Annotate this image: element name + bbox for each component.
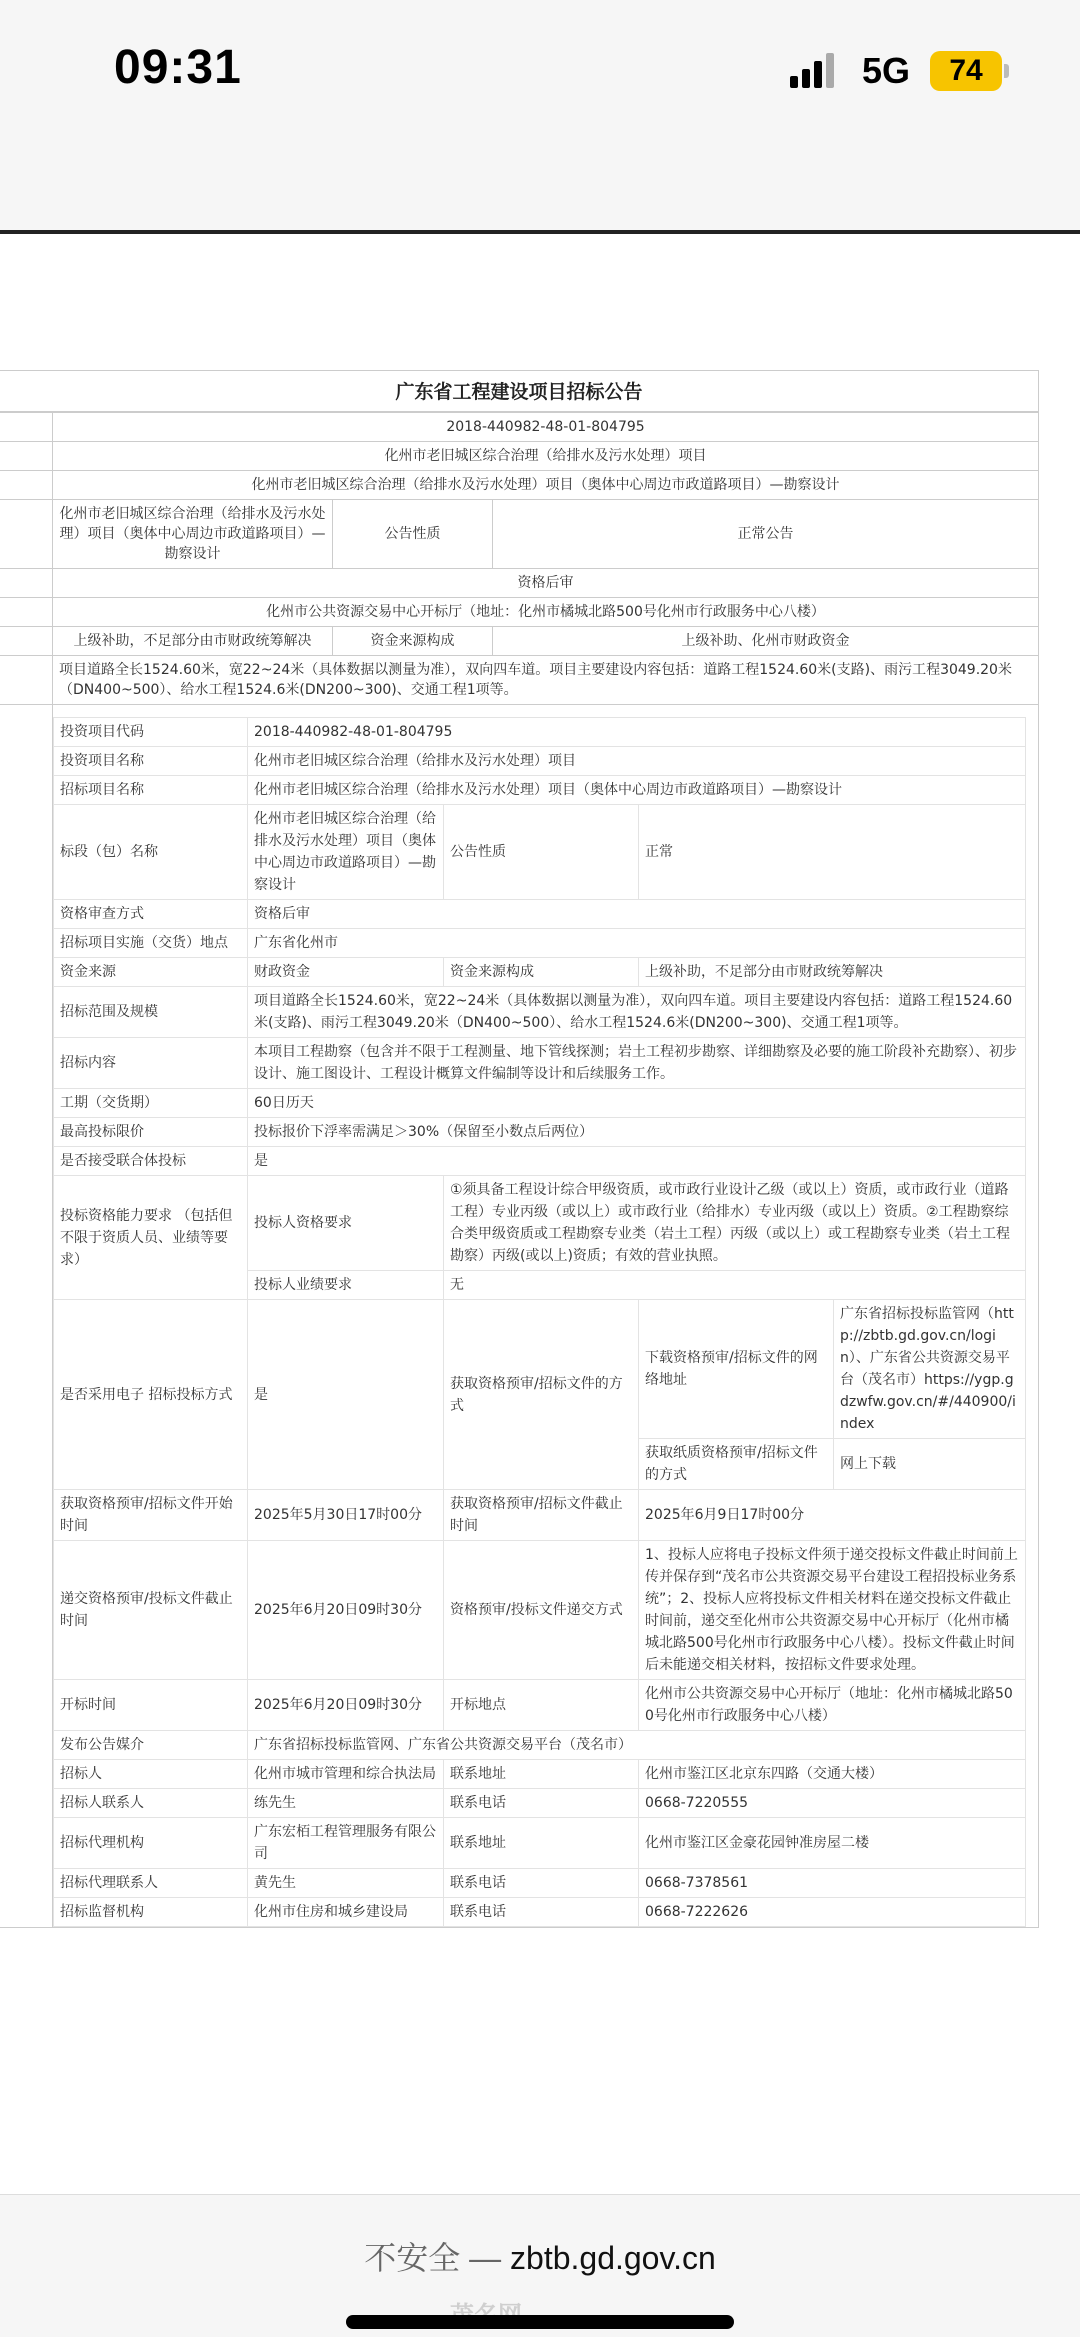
announcement [0, 370, 1039, 1928]
table-row: 项目道路全长1524.60米，宽22~24米（具体数据以测量为准），双向四车道。项目主要建设内容包括：道路工程1524.60米(支路)、雨污工程3049.20米（DN400~500）、给水工程1524.6米(DN200~300)、交通工程1项等。 [0, 656, 1039, 705]
table-row: 投标人业绩要求 无 [54, 1271, 1026, 1300]
table-row: 2018-440982-48-01-804795 [0, 413, 1039, 442]
table-row: 资格审查方式 资格后审 [54, 900, 1026, 929]
signal-icon [790, 52, 840, 88]
announcement-title: 广东省工程建设项目招标公告 [0, 370, 1039, 412]
table-row: 招标人 化州市城市管理和综合执法局 联系地址 化州市鉴江区北京东四路（交通大楼） [54, 1760, 1026, 1789]
table-row: 递交资格预审/投标文件截止时间 2025年6月20日09时30分 资格预审/投标文件递交方式 1、投标人应将电子投标文件须于递交投标文件截止时间前上传并保存到“茂名市公共资源交易平台建设工程招投标业务系统”；2、投标人应将投标文件相关材料在递交投标文件截止时间前，递交至化州市公共资源交易中心开标厅（化州市橘城北路500号化州市行政服务中心八楼）。投标文件截止时间后未能递交相关材料，按招标文件要求处理。 [54, 1541, 1026, 1680]
table-row: 最高投标限价 投标报价下浮率需满足＞30%（保留至小数点后两位） [54, 1118, 1026, 1147]
table-row: 获取资格预审/招标文件开始时间 2025年5月30日17时00分 获取资格预审/招标文件截止时间 2025年6月9日17时00分 [54, 1490, 1026, 1541]
table-row: 标段（包）名称 化州市老旧城区综合治理（给排水及污水处理）项目（奥体中心周边市政道路项目）—勘察设计 公告性质 正常 [54, 805, 1026, 900]
table-row: 资金来源 财政资金 资金来源构成 上级补助，不足部分由市财政统筹解决 [54, 958, 1026, 987]
table-row: 招标人联系人 练先生 联系电话 0668-7220555 [54, 1789, 1026, 1818]
status-bar [0, 0, 1080, 150]
battery-icon: 74 [930, 51, 1002, 91]
table-row: 是否接受联合体投标 是 [54, 1147, 1026, 1176]
home-indicator[interactable] [346, 2315, 734, 2329]
url-text: zbtb.gd.gov.cn [510, 2240, 716, 2276]
browser-bottom-bar [0, 2194, 1080, 2337]
table-row: 招标监督机构 化州市住房和城乡建设局 联系电话 0668-7222626 [54, 1898, 1026, 1927]
table-row: 投资项目代码 2018-440982-48-01-804795 [54, 718, 1026, 747]
table-row: 投资项目名称 化州市老旧城区综合治理（给排水及污水处理）项目 [54, 747, 1026, 776]
table-row: 招标范围及规模 项目道路全长1524.60米，宽22~24米（具体数据以测量为准），双向四车道。项目主要建设内容包括：道路工程1524.60米(支路)、雨污工程3049.20米（DN400~500）、给水工程1524.6米(DN200~300)、交通工程1项等。 [54, 987, 1026, 1038]
table-row: 资格后审 [0, 569, 1039, 598]
battery-tip [1004, 64, 1009, 78]
page-content[interactable] [0, 234, 1080, 2194]
table-row: 上级补助，不足部分由市财政统筹解决 资金来源构成 上级补助、化州市财政资金 [0, 627, 1039, 656]
network-type: 5G [862, 50, 911, 91]
detail-table [53, 717, 1026, 1927]
insecure-label: 不安全 — [364, 2240, 502, 2276]
detail-section [0, 705, 1039, 1928]
table-row: 获取纸质资格预审/招标文件的方式 网上下载 [54, 1439, 1026, 1490]
table-row: 招标代理机构 广东宏栢工程管理服务有限公司 联系地址 化州市鉴江区金豪花园钟准房屋二楼 [54, 1818, 1026, 1869]
table-row: 招标代理联系人 黄先生 联系电话 0668-7378561 [54, 1869, 1026, 1898]
table-row: 发布公告媒介 广东省招标投标监管网、广东省公共资源交易平台（茂名市） [54, 1731, 1026, 1760]
table-row: 是否采用电子 招标投标方式 是 获取资格预审/招标文件的方式 下载资格预审/招标文件的网络地址 广东省招标投标监管网（http://zbtb.gd.gov.cn/login）、广东省公共资源交易平台（茂名市）https://ygp.gdzwfw.gov.cn/#/440900/index [54, 1300, 1026, 1439]
table-row: 招标项目实施（交货）地点 广东省化州市 [54, 929, 1026, 958]
table-row: 开标时间 2025年6月20日09时30分 开标地点 化州市公共资源交易中心开标厅（地址：化州市橘城北路500号化州市行政服务中心八楼） [54, 1680, 1026, 1731]
table-row: 化州市老旧城区综合治理（给排水及污水处理）项目（奥体中心周边市政道路项目）—勘察设计 [0, 471, 1039, 500]
browser-top-area [0, 150, 1080, 232]
status-time: 09:31 [114, 41, 242, 94]
table-row: 化州市公共资源交易中心开标厅（地址：化州市橘城北路500号化州市行政服务中心八楼） [0, 598, 1039, 627]
table-row: 招标内容 本项目工程勘察（包含并不限于工程测量、地下管线探测；岩土工程初步勘察、详细勘察及必要的施工阶段补充勘察）、初步设计、施工图设计、工程设计概算文件编制等设计和后续服务工作。 [54, 1038, 1026, 1089]
summary-table [0, 412, 1039, 705]
address-bar[interactable] [0, 2233, 1080, 2279]
table-row: 招标项目名称 化州市老旧城区综合治理（给排水及污水处理）项目（奥体中心周边市政道路项目）—勘察设计 [54, 776, 1026, 805]
table-row: 工期（交货期） 60日历天 [54, 1089, 1026, 1118]
table-row: 投标资格能力要求 （包括但不限于资质人员、业绩等要求） 投标人资格要求 ①须具备工程设计综合甲级资质，或市政行业设计乙级（或以上）资质，或市政行业（道路工程）专业丙级（或以上）或市政行业（给排水）专业丙级（或以上）资质。②工程勘察综合类甲级资质或工程勘察专业类（岩土工程）丙级（或以上）或工程勘察专业类（岩土工程勘察）丙级(或以上)资质；有效的营业执照。 [54, 1176, 1026, 1271]
table-row: 化州市老旧城区综合治理（给排水及污水处理）项目 [0, 442, 1039, 471]
table-row: 化州市老旧城区综合治理（给排水及污水处理）项目（奥体中心周边市政道路项目）—勘察设计 公告性质 正常公告 [0, 500, 1039, 569]
